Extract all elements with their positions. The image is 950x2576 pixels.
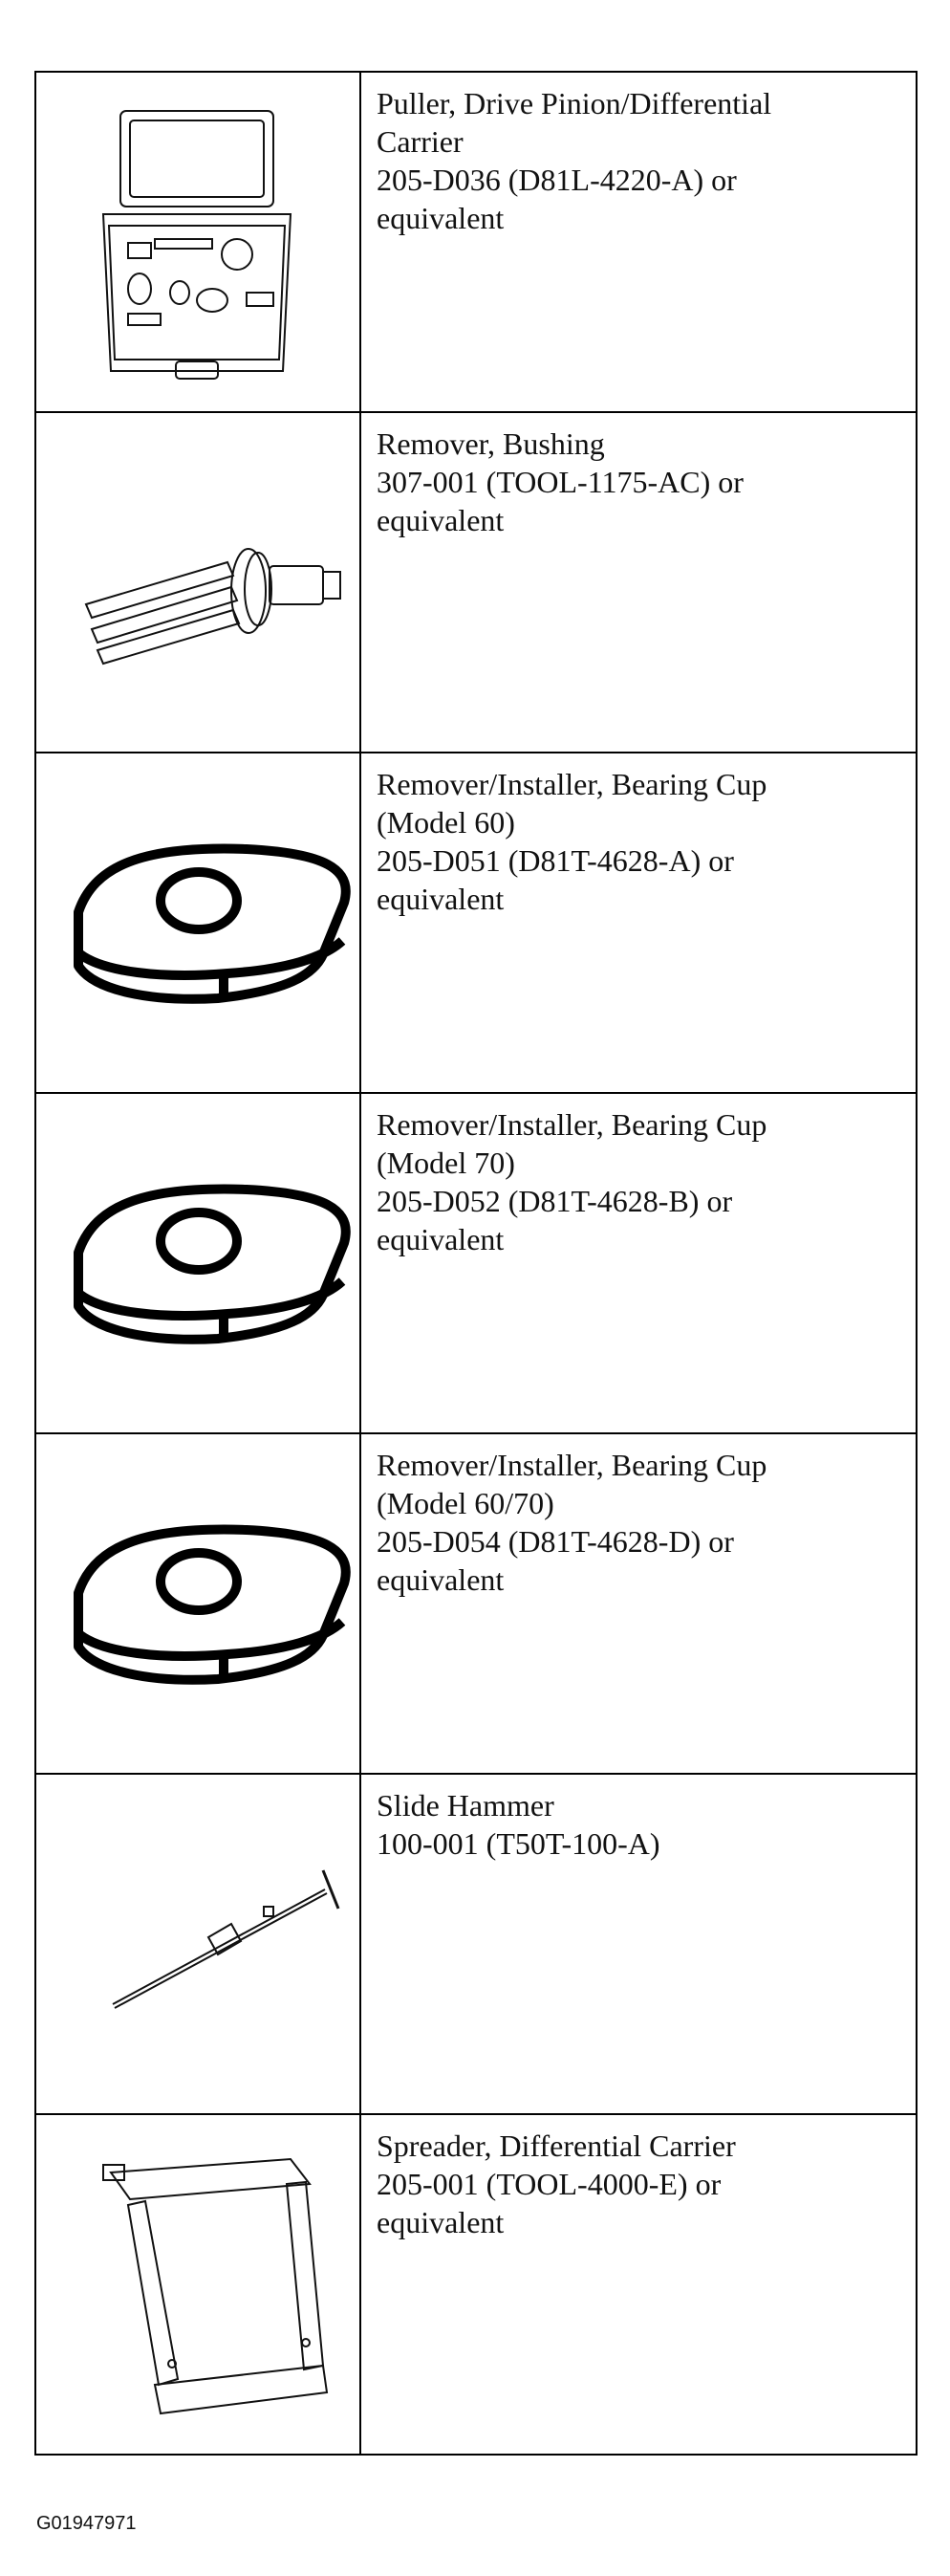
tool-text-line: 205-D054 (D81T-4628-D) or xyxy=(377,1524,734,1559)
tool-description-cell xyxy=(360,753,917,1093)
tool-image-cell xyxy=(35,1433,360,1774)
tool-text-line: 307-001 (TOOL-1175-AC) or xyxy=(377,465,744,499)
slide-hammer-illustration xyxy=(36,1775,357,2111)
tool-image-cell xyxy=(35,72,360,412)
tool-row xyxy=(35,1093,917,1433)
tool-description-cell xyxy=(360,1433,917,1774)
tool-text-line: Carrier xyxy=(377,124,464,159)
tool-row xyxy=(35,753,917,1093)
bearing-cup-tool-illustration xyxy=(36,1434,357,1771)
tool-text-line: Remover/Installer, Bearing Cup xyxy=(377,767,767,801)
tool-description-cell xyxy=(360,1774,917,2114)
toolkit-case-illustration xyxy=(36,73,357,409)
tool-description-cell xyxy=(360,72,917,412)
figure-id: G01947971 xyxy=(36,2513,137,2534)
tool-text-line: Remover, Bushing xyxy=(377,426,605,461)
tool-row xyxy=(35,1433,917,1774)
tool-text-line: equivalent xyxy=(377,503,505,537)
tool-text-line: (Model 70) xyxy=(377,1146,515,1180)
tool-row xyxy=(35,412,917,753)
tool-description-cell xyxy=(360,2114,917,2455)
tool-image-cell xyxy=(35,1093,360,1433)
tool-text-line: Remover/Installer, Bearing Cup xyxy=(377,1448,767,1482)
tool-image-cell xyxy=(35,2114,360,2455)
tool-text-line: equivalent xyxy=(377,201,505,235)
tool-text-line: 205-D036 (D81L-4220-A) or xyxy=(377,163,737,197)
tool-text-line: equivalent xyxy=(377,1562,505,1597)
tool-row xyxy=(35,72,917,412)
tool-text-line: Puller, Drive Pinion/Differential xyxy=(377,86,772,120)
tool-text-line: equivalent xyxy=(377,1222,505,1256)
tool-description-cell xyxy=(360,412,917,753)
tool-text-line: equivalent xyxy=(377,882,505,916)
tool-text-line: 205-001 (TOOL-4000-E) or xyxy=(377,2167,722,2201)
tool-image-cell xyxy=(35,1774,360,2114)
tool-description-cell xyxy=(360,1093,917,1433)
tool-row xyxy=(35,1774,917,2114)
tool-text-line: Remover/Installer, Bearing Cup xyxy=(377,1107,767,1142)
tool-text-line: 205-D051 (D81T-4628-A) or xyxy=(377,843,734,878)
differential-spreader-illustration xyxy=(36,2115,357,2452)
bearing-cup-tool-illustration xyxy=(36,1094,357,1430)
tool-image-cell xyxy=(35,753,360,1093)
tool-image-cell xyxy=(35,412,360,753)
tool-row xyxy=(35,2114,917,2455)
tool-text-line: (Model 60/70) xyxy=(377,1486,554,1520)
tool-text-line: (Model 60) xyxy=(377,805,515,840)
tool-text-line: Spreader, Differential Carrier xyxy=(377,2128,736,2163)
special-tools-table xyxy=(34,71,918,2456)
tool-text-line: equivalent xyxy=(377,2205,505,2239)
tool-text-line: 100-001 (T50T-100-A) xyxy=(377,1826,660,1861)
bearing-cup-tool-illustration xyxy=(36,753,357,1090)
bushing-remover-illustration xyxy=(36,413,357,750)
tool-text-line: 205-D052 (D81T-4628-B) or xyxy=(377,1184,733,1218)
tool-text-line: Slide Hammer xyxy=(377,1788,554,1823)
